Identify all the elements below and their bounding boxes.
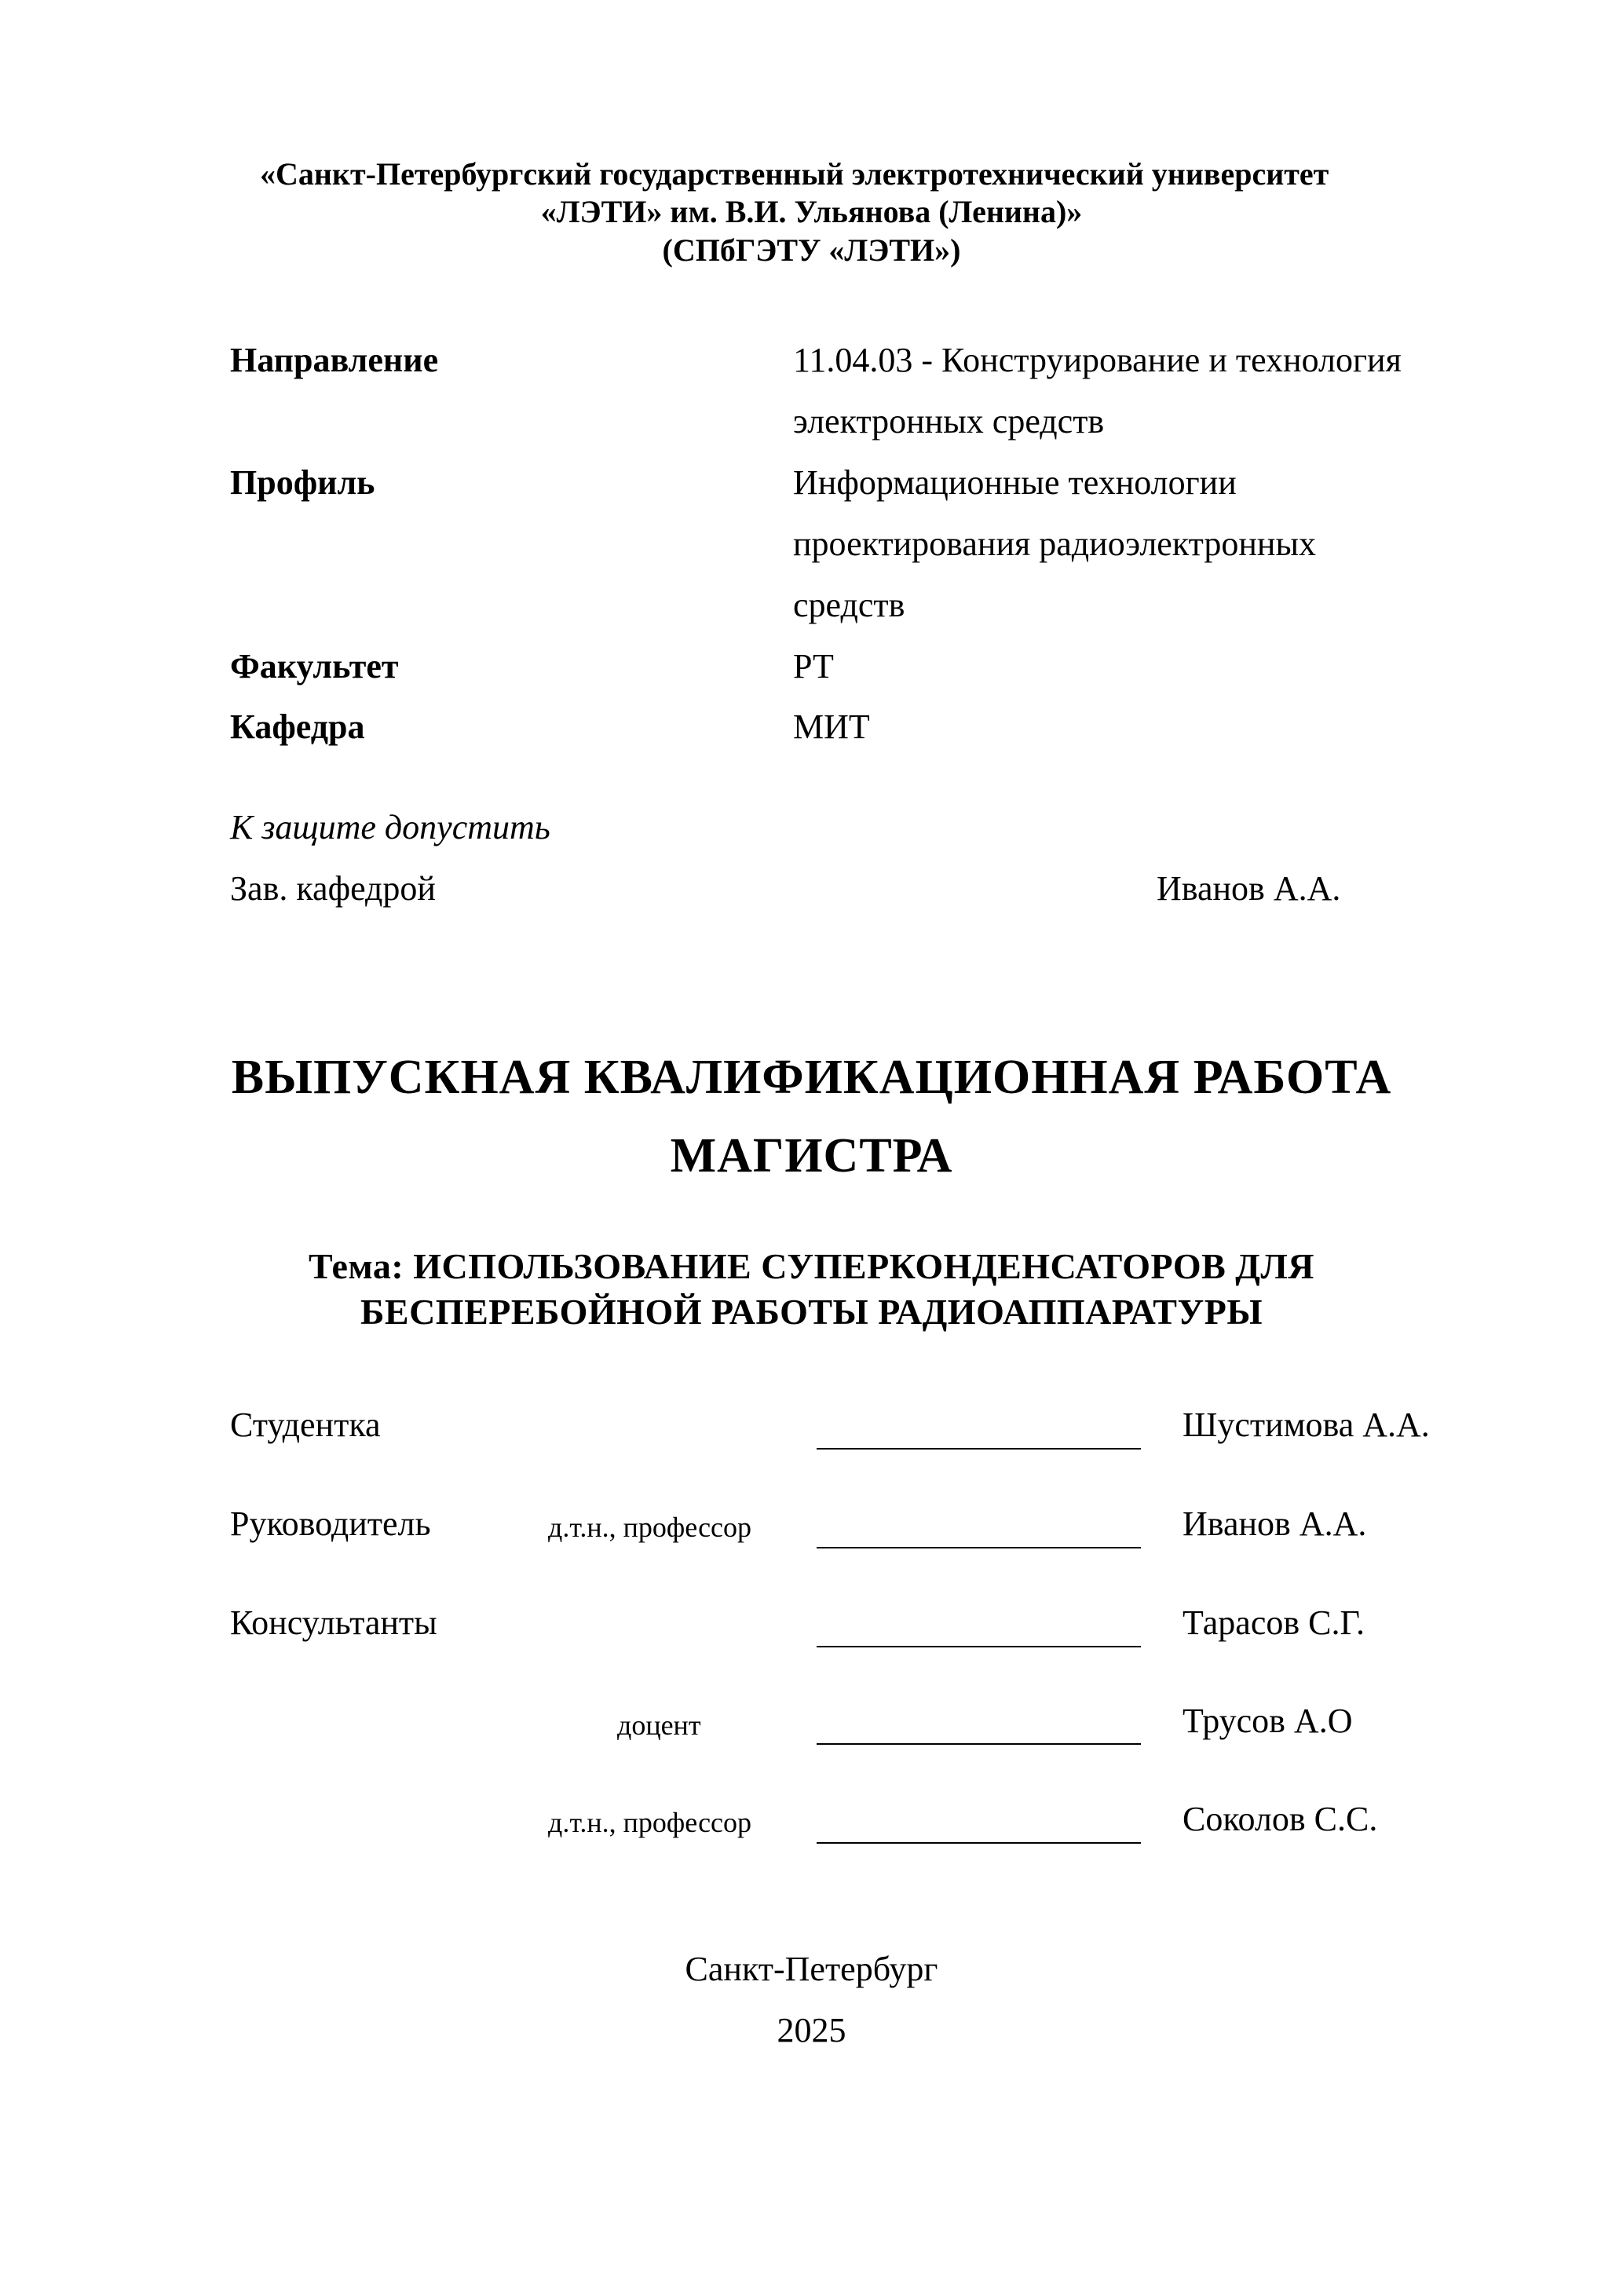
- department-label: Кафедра: [230, 707, 365, 746]
- signature-degree: д.т.н., профессор: [548, 1512, 752, 1543]
- signature-name: Соколов С.С.: [1183, 1800, 1378, 1838]
- direction-label: Направление: [230, 341, 439, 379]
- direction-value-line-2: электронных средств: [793, 402, 1105, 441]
- signature-role: Руководитель: [230, 1504, 431, 1543]
- profile-value-line-2: проектирования радиоэлектронных: [793, 525, 1317, 563]
- signature-line: [817, 1842, 1141, 1844]
- university-line-2: «ЛЭТИ» им. В.И. Ульянова (Ленина)»: [540, 194, 1083, 229]
- signature-name: Иванов А.А.: [1183, 1504, 1367, 1543]
- faculty-label: Факультет: [230, 647, 399, 686]
- university-line-3: (СПбГЭТУ «ЛЭТИ»): [662, 232, 961, 268]
- signature-line: [817, 1743, 1141, 1745]
- signature-line: [817, 1646, 1141, 1647]
- signature-degree: д.т.н., профессор: [548, 1807, 752, 1838]
- signature-role: Студентка: [230, 1406, 381, 1444]
- profile-value-line-1: Информационные технологии: [793, 463, 1237, 502]
- faculty-value: РТ: [793, 647, 834, 686]
- signature-name: Шустимова А.А.: [1183, 1406, 1430, 1444]
- signature-name: Трусов А.О: [1183, 1702, 1353, 1740]
- signature-degree: доцент: [617, 1709, 701, 1741]
- topic-line-1: Тема: ИСПОЛЬЗОВАНИЕ СУПЕРКОНДЕНСАТОРОВ ДЛЯ: [309, 1246, 1314, 1286]
- signature-line: [817, 1448, 1141, 1450]
- topic-line-2: БЕСПЕРЕБОЙНОЙ РАБОТЫ РАДИОАППАРАТУРЫ: [360, 1292, 1263, 1332]
- document-title-line-2: МАГИСТРА: [670, 1129, 953, 1183]
- head-of-department-name: Иванов А.А.: [1157, 869, 1341, 908]
- signature-line: [817, 1547, 1141, 1548]
- head-of-department-label: Зав. кафедрой: [230, 869, 436, 908]
- signature-name: Тарасов С.Г.: [1183, 1603, 1365, 1642]
- department-value: МИТ: [793, 707, 870, 746]
- city: Санкт-Петербург: [685, 1950, 938, 1988]
- year: 2025: [777, 2011, 846, 2049]
- admission-note: К защите допустить: [230, 808, 550, 846]
- university-line-1: «Санкт-Петербургский государственный электротехнический университет: [260, 156, 1329, 192]
- profile-label: Профиль: [230, 463, 375, 502]
- profile-value-line-3: средств: [793, 586, 905, 624]
- document-title-line-1: ВЫПУСКНАЯ КВАЛИФИКАЦИОННАЯ РАБОТА: [231, 1051, 1392, 1104]
- direction-value-line-1: 11.04.03 - Конструирование и технология: [793, 341, 1402, 379]
- signature-role: Консультанты: [230, 1603, 437, 1642]
